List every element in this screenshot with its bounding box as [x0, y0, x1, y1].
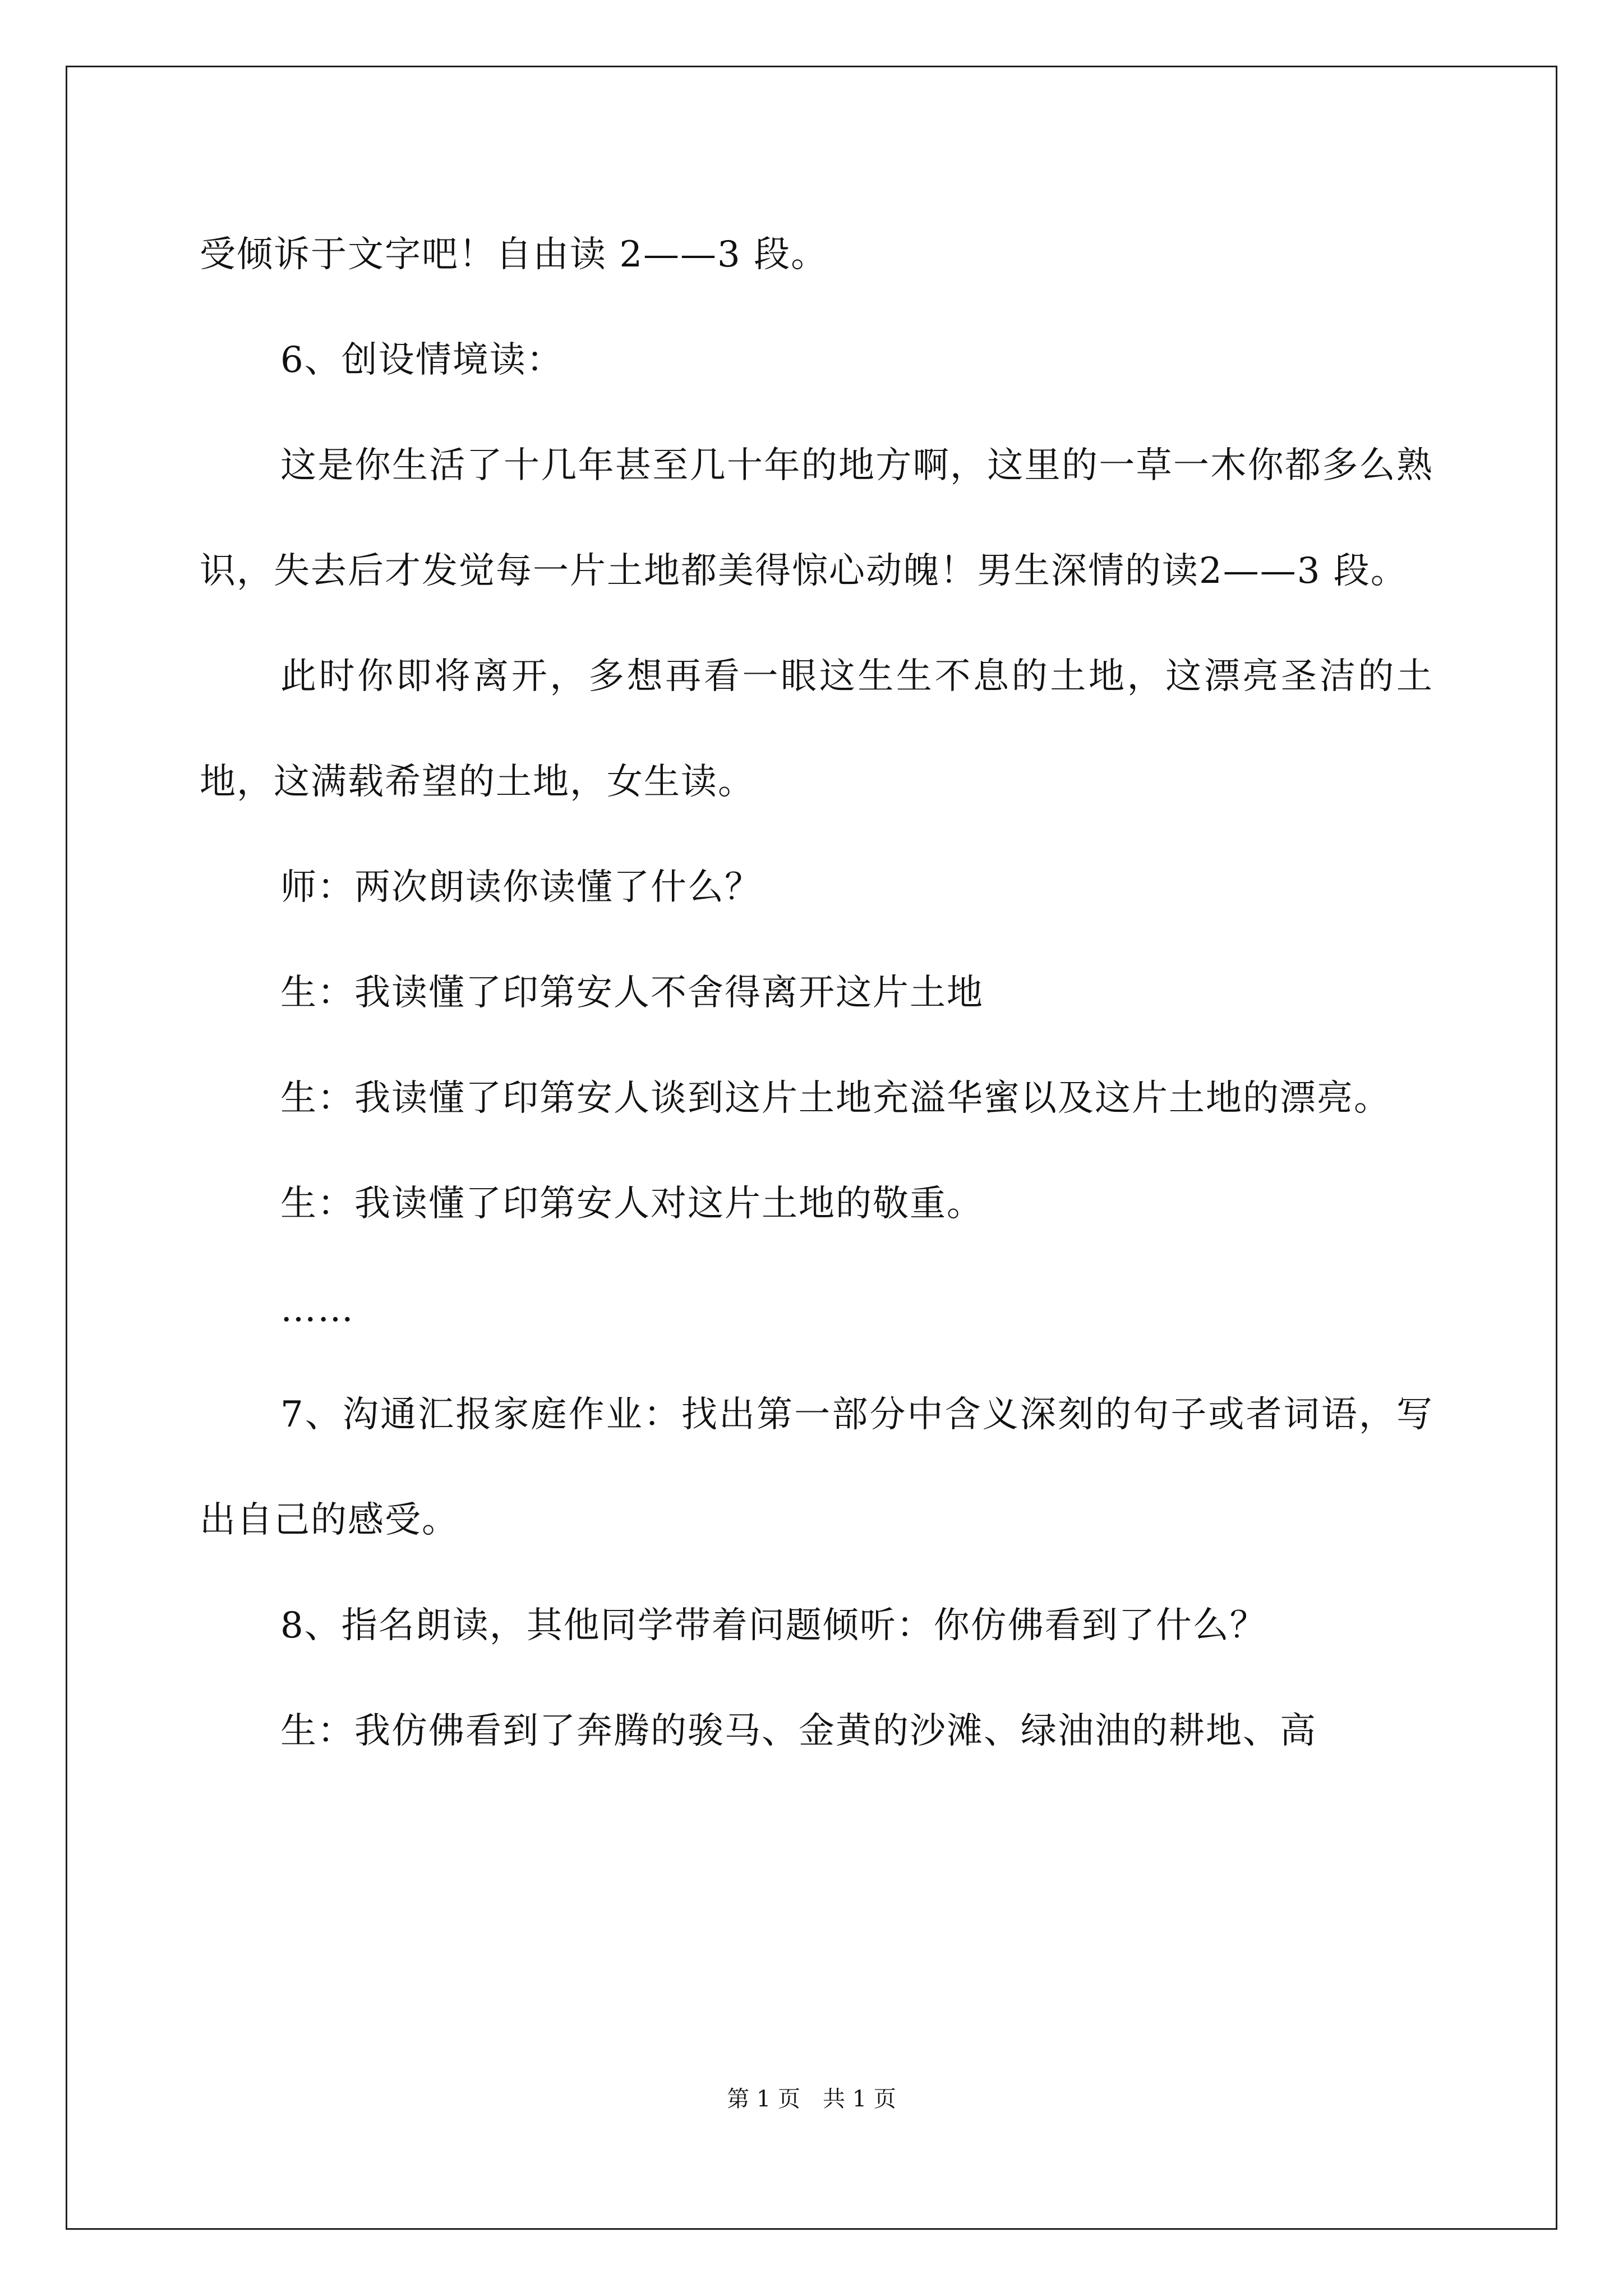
paragraph-12: 生：我仿佛看到了奔腾的骏马、金黄的沙滩、绿油油的耕地、高 [280, 1710, 1317, 1752]
paragraph-3: 这是你生活了十几年甚至几十年的地方啊，这里的一草一木你都多么熟识，失去后才发觉每一片土地都美得惊心动魄！男生深情的读2——3 段。 [200, 445, 1433, 592]
paragraph-11: 8、指名朗读，其他同学带着问题倾听：你仿佛看到了什么？ [280, 1605, 1267, 1646]
paragraph-2: 6、创设情境读： [280, 339, 564, 381]
paragraph-5: 师：两次朗读你读懂了什么？ [280, 867, 762, 908]
document-body [200, 202, 1433, 1784]
paragraph-8: 生：我读懂了印第安人对这片土地的敬重。 [280, 1183, 984, 1225]
paragraph-9: …… [280, 1289, 354, 1330]
paragraph-6: 生：我读懂了印第安人不舍得离开这片土地 [280, 972, 984, 1014]
paragraph-1: 受倾诉于文字吧！自由读 2——3 段。 [200, 234, 828, 275]
paragraph-10: 7、沟通汇报家庭作业：找出第一部分中含义深刻的句子或者词语，写出自己的感受。 [200, 1394, 1433, 1541]
paragraph-4: 此时你即将离开，多想再看一眼这生生不息的土地，这漂亮圣洁的土地，这满载希望的土地，女生读。 [200, 656, 1433, 803]
paragraph-7: 生：我读懂了印第安人谈到这片土地充溢华蜜以及这片土地的漂亮。 [280, 1078, 1391, 1119]
page-footer: 第 1 页 共 1 页 [727, 2086, 896, 2112]
